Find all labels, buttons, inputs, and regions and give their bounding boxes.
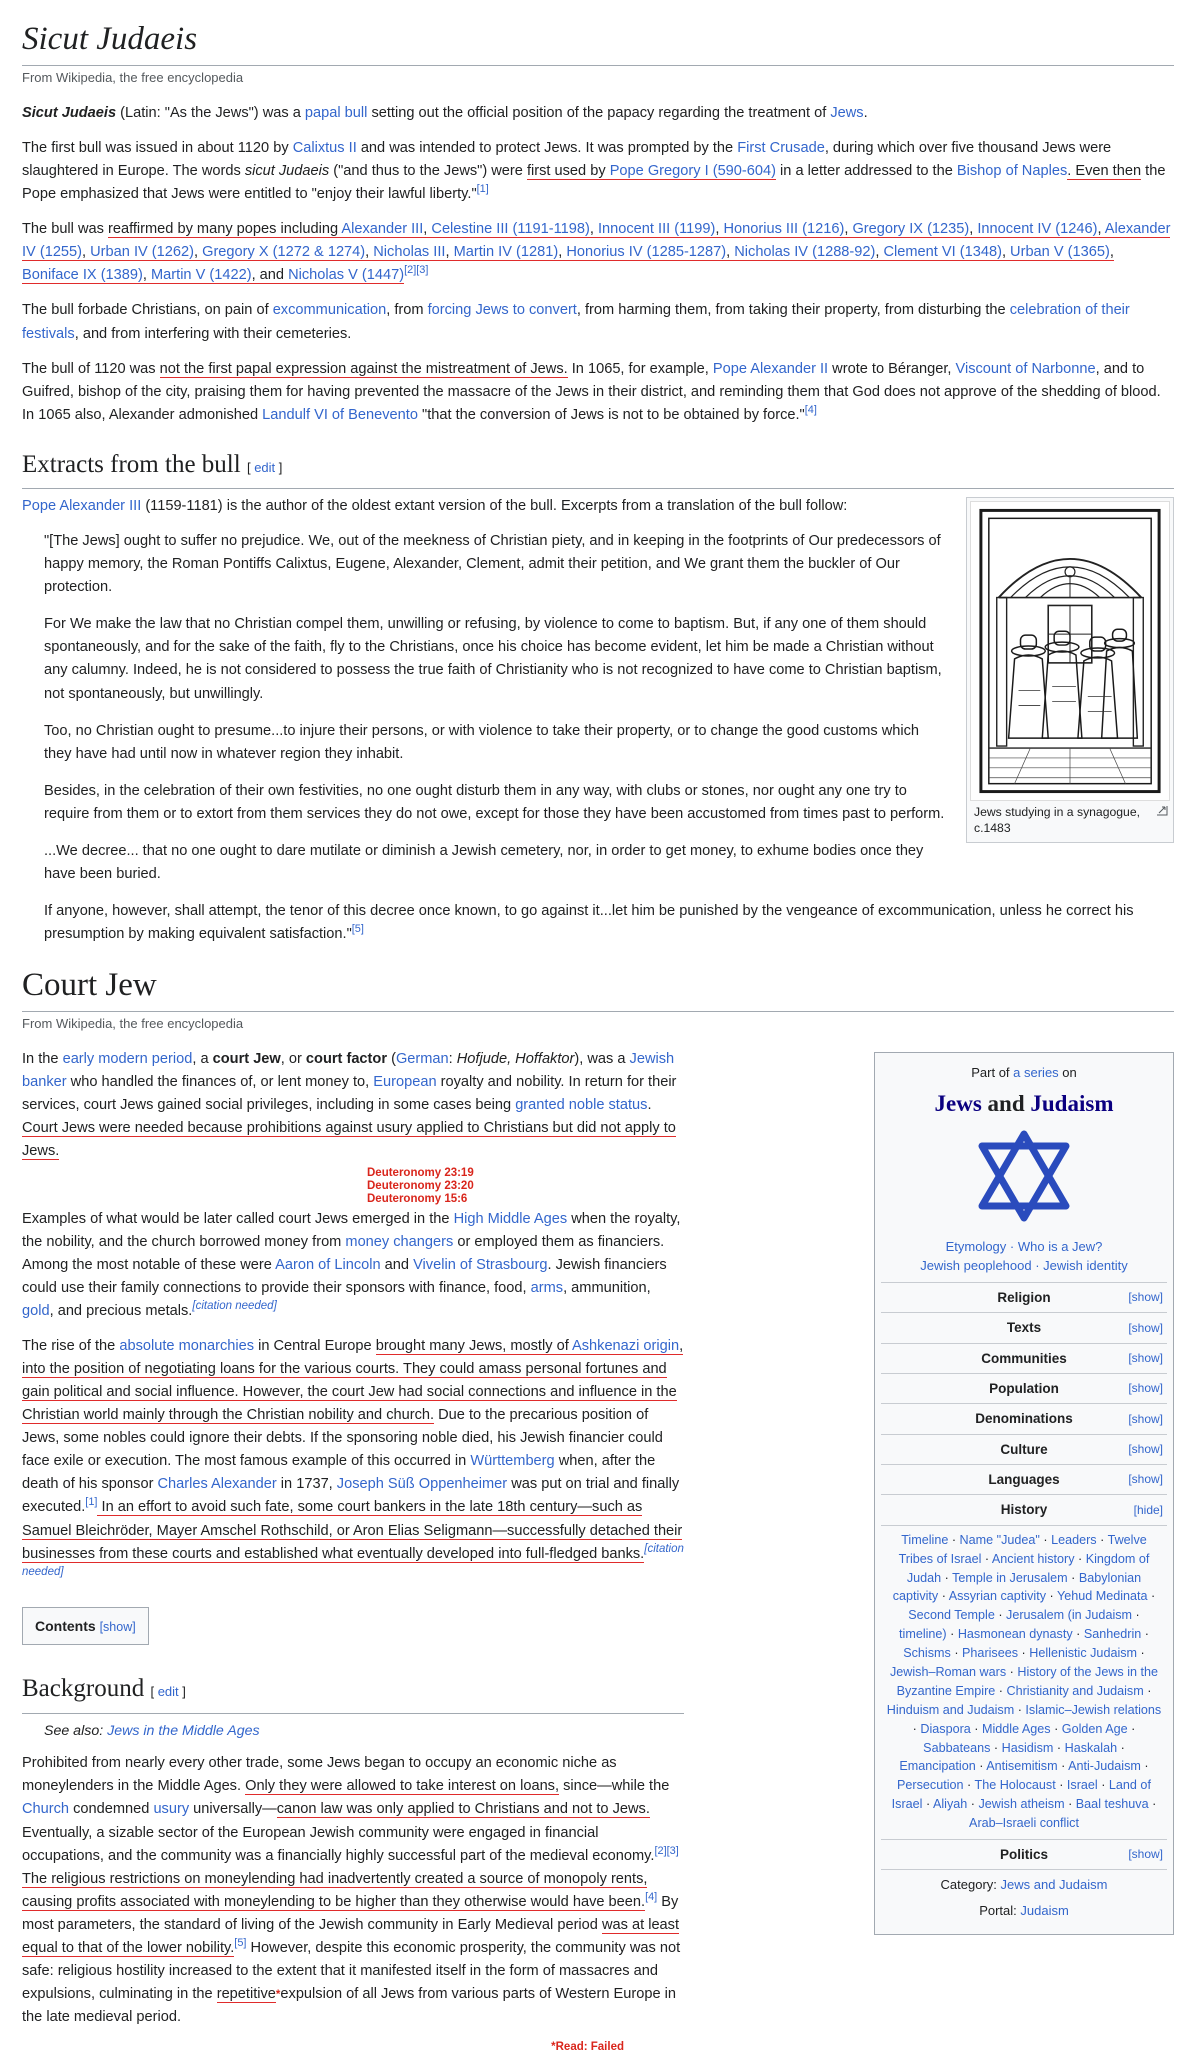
infobox-row-texts[interactable]: Texts [show]: [881, 1312, 1167, 1342]
infobox-row-politics[interactable]: Politics [show]: [881, 1839, 1167, 1869]
lead-paragraph-2: The first bull was issued in about 1120 by Calixtus II and was intended to protect Jews. It was prompted by the First Crusade, during which over five thousand Jews were slaughtered in Europe. The words sicut Judaeis ("and thus to the Jews") were first used by Pope Gregory I (590-604) in a letter addressed to the Bishop of Naples. Even then the Pope emphasized that Jews were entitled to "enjoy their lawful liberty."[1]: [22, 140, 1166, 203]
link-charles-alexander[interactable]: Charles Alexander: [157, 1476, 277, 1493]
reference-2-3-court-jew[interactable]: [2][3]: [654, 1844, 679, 1857]
infobox-history-link-38[interactable]: Baal teshuva: [1075, 1797, 1149, 1812]
link-jewish-banker[interactable]: Jewish banker: [22, 1051, 675, 1091]
infobox-portal: Portal: Judaism: [979, 1902, 1069, 1918]
infobox-history-link-13[interactable]: Hasmonean dynasty: [957, 1627, 1073, 1642]
quote-5: ...We decree... that no one ought to dare mutilate or diminish a Jewish cemetery, nor, in order to get money, to exhume bodies once they have been buried.: [44, 842, 924, 882]
reference-4[interactable]: [4]: [804, 403, 817, 416]
quote-6: If anyone, however, shall attempt, the tenor of this decree once known, to go against it...let him be punished by the vengeance of excommunication, unless he correct his presumption by making equivalent satisfaction."[5]: [44, 902, 1134, 942]
link-papal-bull[interactable]: papal bull: [304, 105, 368, 122]
annotation-star: *: [275, 1988, 281, 2001]
infobox-history-link-19[interactable]: History of the Jews in the Byzantine Empire: [896, 1665, 1159, 1698]
court-jew-paragraph-1: In the early modern period, a court Jew, or court factor (German: Hofjude, Hoffaktor), was a Jewish banker who handled the finances of, or lent money to, European royalty and nobility. In return for their services, court Jews gained social privileges, including in some cases being granted noble status. Court Jews were needed because prohibitions against usury applied to Christians but did not apply to Jews.: [22, 1051, 677, 1160]
infobox-history-link-26[interactable]: Sabbateans: [923, 1740, 991, 1755]
citation-needed-1[interactable]: [citation needed]: [192, 1300, 277, 1313]
link-pope-alexander-iii[interactable]: Pope Alexander III: [22, 498, 142, 515]
highlight-monopoly-rents: The religious restrictions on moneylending had inadvertently created a source of monopoly rents, causing profits associated with moneylending to be higher than they otherwise would have been.: [22, 1870, 648, 1910]
link-pope-celestine-1[interactable]: Celestine III (1191-1198): [431, 221, 590, 238]
link-joseph-suss-oppenheimer[interactable]: Joseph Süß Oppenheimer: [336, 1476, 508, 1493]
link-etymology[interactable]: Etymology: [945, 1239, 1007, 1255]
infobox-partof: Part of a series on: [971, 1065, 1077, 1081]
infobox-history-link-0[interactable]: Timeline: [901, 1532, 949, 1547]
contents-box[interactable]: Contents [show]: [22, 1607, 149, 1646]
infobox-history-link-10[interactable]: Second Temple: [908, 1608, 995, 1623]
infobox-history-link-4[interactable]: Ancient history: [991, 1551, 1075, 1566]
link-category-jews-and-judaism[interactable]: Jews and Judaism: [1000, 1877, 1108, 1893]
background-paragraph-1: Prohibited from nearly every other trade, some Jews began to occupy an economic niche as moneylenders in the Middle Ages. Only they were allowed to take interest on loans, since—while the Church condemned usury universally—canon law was only applied to Christians and not to Jews. Eventually, a sizable sector of the European Jewish community were engaged in financial occupations, and the community was a financially highly successful part of the medieval economy.[2][3] The religious restrictions on moneylending had inadvertently created a source of monopoly rents, causing profits associated with moneylending to be higher than they otherwise would have been.[4] By most parameters, the standard of living of the Jewish community in Early Medieval period was at least equal to that of the lower nobility.[5] However, despite this economic prosperity, the community was not safe: religious hostility increased to the extent that it manifested itself in the form of massacres and expulsions, culminating in the repetitive*expulsion of all Jews from various parts of Western Europe in the late medieval period.: [22, 1755, 681, 2025]
woodcut-illustration: [970, 501, 1170, 801]
extracts-intro: Pope Alexander III (1159-1181) is the author of the oldest extant version of the bull. Excerpts from a translation of the bull follow:: [22, 498, 848, 515]
highlight-not-first-papal: not the first papal expression against the mistreatment of Jews.: [159, 360, 568, 377]
link-pope-alexander-0[interactable]: Alexander III: [341, 221, 424, 238]
link-aaron-of-lincoln[interactable]: Aaron of Lincoln: [275, 1257, 381, 1274]
infobox-history-link-28[interactable]: Haskalah: [1064, 1740, 1118, 1755]
annotation-deuteronomy: Deuteronomy 23:19 Deuteronomy 23:20 Deuteronomy 15:6: [367, 1167, 474, 1206]
infobox-history-link-15[interactable]: Schisms: [903, 1646, 951, 1661]
edit-section-link-background: [ edit ]: [150, 1684, 186, 1700]
section-heading-background: Background [ edit ]: [22, 1669, 684, 1714]
link-gold[interactable]: gold: [22, 1303, 50, 1320]
link-wurttemberg[interactable]: Württemberg: [470, 1453, 555, 1470]
infobox-history-link-30[interactable]: Antisemitism: [986, 1759, 1058, 1774]
infobox-history-link-5[interactable]: Kingdom of Judah: [906, 1551, 1150, 1585]
link-viscount-of-narbonne[interactable]: Viscount of Narbonne: [955, 360, 1096, 377]
infobox-history-link-1[interactable]: Name "Judea": [959, 1532, 1040, 1547]
highlight-negotiating-loans: , into the position of negotiating loans for the various courts. They could amass personal fortunes and gain political and social influence. However, the court Jew had social connections and influence in the Christian world mainly through the Christian nobility and church.: [22, 1338, 684, 1424]
link-church[interactable]: Church: [22, 1801, 70, 1818]
infobox-history-link-33[interactable]: The Holocaust: [974, 1778, 1056, 1793]
link-jews[interactable]: Jews: [830, 105, 864, 122]
infobox-history-link-18[interactable]: Jewish–Roman wars: [889, 1665, 1007, 1679]
link-pope-urban-7[interactable]: Urban IV (1262): [90, 244, 194, 261]
infobox-category: Category: Jews and Judaism: [881, 1869, 1167, 1901]
reference-5-court-jew[interactable]: [5]: [234, 1936, 247, 1949]
infobox-title: Jews and Judaism: [934, 1090, 1114, 1116]
link-pope-martin-16[interactable]: Martin V (1422): [151, 267, 252, 284]
quote-2: For We make the law that no Christian compel them, unwilling or refusing, by violence to come to baptism. But, if any one of them should spontaneously, and for the sake of the faith, fly to the Christians, once his choice has become evident, let him be made a Christian without any calumny. Indeed, he is not considered to possess the true faith of Christianity who is not recognized to have come to Christian baptism, not spontaneously, but unwillingly.: [44, 616, 942, 702]
link-early-modern-period[interactable]: early modern period: [62, 1051, 193, 1068]
link-absolute-monarchies[interactable]: absolute monarchies: [119, 1338, 255, 1355]
star-of-david-logo: [881, 1128, 1167, 1231]
link-usury[interactable]: usury: [153, 1801, 190, 1818]
infobox-history-link-17[interactable]: Hellenistic Judaism: [1029, 1646, 1138, 1661]
term-sicut-judaeis: Sicut Judaeis: [22, 105, 117, 122]
highlight-usury-prohibitions: Court Jews were needed because prohibitions against usury applied to Christians but did not apply to Jews.: [22, 1120, 676, 1160]
link-bishop-of-naples[interactable]: Bishop of Naples: [956, 163, 1068, 180]
infobox-row-population[interactable]: Population [show]: [881, 1373, 1167, 1403]
court-jew-paragraph-3: The rise of the absolute monarchies in Central Europe brought many Jews, mostly of Ashkenazi origin, into the position of negotiating loans for the various courts. They could amass personal fortunes and gain political and social influence. However, the court Jew had social connections and influence in the Christian world mainly through the Christian nobility and church. Due to the precarious position of Jews, some nobles could ignore their debts. If the sponsoring noble died, his Jewish financier could face exile or execution. The most famous example of this occurred in Württemberg when, after the death of his sponsor Charles Alexander in 1737, Joseph Süß Oppenheimer was put on trial and finally executed.[1] In an effort to avoid such fate, some court bankers in the late 18th century—such as Samuel Bleichröder, Mayer Amschel Rothschild, or Aron Elias Seligmann—successfully detached their businesses from these courts and established what eventually developed into full-fledged banks.[citation needed]: [22, 1338, 684, 1578]
link-pope-honorius-11[interactable]: Honorius IV (1285-1287): [566, 244, 727, 261]
infobox-history-link-6[interactable]: Temple in Jerusalem: [952, 1570, 1068, 1585]
link-calixtus-ii[interactable]: Calixtus II: [292, 140, 357, 157]
infobox-history-link-31[interactable]: Anti-Judaism: [1068, 1759, 1141, 1774]
infobox-history-link-12[interactable]: timeline): [899, 1627, 947, 1642]
toggle-religion[interactable]: [show]: [1128, 1290, 1163, 1305]
infobox-history-link-20[interactable]: Christianity and Judaism: [1006, 1683, 1144, 1698]
link-pope-clement-13[interactable]: Clement VI (1348): [883, 244, 1002, 261]
link-pope-innocent-5[interactable]: Innocent IV (1246): [977, 221, 1098, 238]
see-also-note: See also: Jews in the Middle Ages: [44, 1722, 260, 1739]
court-jew-body: [22, 1048, 684, 2054]
link-pope-martin-10[interactable]: Martin IV (1281): [453, 244, 559, 261]
link-landulf-vi[interactable]: Landulf VI of Benevento: [262, 406, 418, 423]
edit-section-link-extracts: [ edit ]: [246, 459, 283, 475]
link-pope-alexander-6[interactable]: Alexander IV (1255): [22, 221, 1171, 261]
link-pope-urban-14[interactable]: Urban V (1365): [1010, 244, 1110, 261]
infobox-history-link-27[interactable]: Hasidism: [1001, 1740, 1054, 1755]
pope-list: Alexander III, Celestine III (1191-1198), Innocent III (1199), Honorius III (1216), Gregory IX (1235), Innocent IV (1246), Alexander IV (1255), Urban IV (1262), Gregory X (1272 & 1274), Nicholas III, Martin IV (1281), Honorius IV (1285-1287), Nicholas IV (1288-92), Clement VI (1348), Urban V (1365), Boniface IX (1389), Martin V (1422), and Nicholas V (1447): [22, 221, 1171, 284]
link-first-crusade[interactable]: First Crusade: [737, 140, 825, 157]
infobox-history-link-37[interactable]: Jewish atheism: [978, 1797, 1065, 1812]
link-ashkenazi-origin[interactable]: Ashkenazi origin: [572, 1338, 680, 1355]
link-pope-gregory-i[interactable]: Pope Gregory I (590-604): [609, 163, 776, 180]
section-heading-extracts: Extracts from the bull [ edit ]: [22, 445, 1174, 490]
highlight-interest-on-loans: Only they were allowed to take interest on loans,: [245, 1778, 560, 1795]
toggle-culture[interactable]: [show]: [1128, 1441, 1163, 1456]
toggle-history[interactable]: [hide]: [1133, 1502, 1163, 1517]
link-pope-honorius-3[interactable]: Honorius III (1216): [723, 221, 845, 238]
quote-1: "[The Jews] ought to suffer no prejudice. We, out of the meekness of Christian piety, and in keeping in the footprints of Our predecessors of happy memory, the Roman Pontiffs Calixtus, Eugene, Alexander, Clement, admit their petition, and We grant them the buckler of Our protection.: [44, 533, 941, 596]
highlight-court-bankers: In an effort to avoid such fate, some court bankers in the late 18th century—such as Samuel Bleichröder, Mayer Amschel Rothschild, or Aron Elias Seligmann—successfully detached their businesses from these courts and established what eventually developed into full-fledged banks.: [22, 1499, 683, 1562]
infobox-history-link-35[interactable]: Land of Israel: [891, 1778, 1151, 1812]
link-pope-boniface-15[interactable]: Boniface IX (1389): [22, 267, 143, 284]
infobox-row-communities[interactable]: Communities [show]: [881, 1343, 1167, 1373]
infobox-history-link-9[interactable]: Yehud Medinata: [1056, 1589, 1148, 1604]
link-pope-nicholas-12[interactable]: Nicholas IV (1288-92): [734, 244, 876, 261]
link-pope-innocent-2[interactable]: Innocent III (1199): [597, 221, 716, 238]
infobox-history-link-14[interactable]: Sanhedrin: [1083, 1627, 1142, 1642]
link-pope-alexander-ii[interactable]: Pope Alexander II: [712, 360, 829, 377]
highlight-first-used-by: first used by: [526, 163, 610, 180]
link-high-middle-ages[interactable]: High Middle Ages: [453, 1210, 568, 1227]
link-vivelin-of-strasbourg[interactable]: Vivelin of Strasbourg: [413, 1257, 548, 1274]
lead-paragraph-3: The bull was reaffirmed by many popes including Alexander III, Celestine III (1191-1198), Innocent III (1199), Honorius III (1216), Gregory IX (1235), Innocent IV (1246), Alexander IV (1255), Urban IV (1262), Gregory X (1272 & 1274), Nicholas III, Martin IV (1281), Honorius IV (1285-1287), Nicholas IV (1288-92), Clement VI (1348), Urban V (1365), Boniface IX (1389), Martin V (1422), and Nicholas V (1447)[2][3]: [22, 221, 1171, 284]
image-thumbnail-synagogue[interactable]: [966, 497, 1174, 843]
infobox-history-link-8[interactable]: Assyrian captivity: [948, 1589, 1047, 1604]
link-pope-gregory-4[interactable]: Gregory IX (1235): [852, 221, 970, 238]
infobox-history-link-25[interactable]: Golden Age: [1061, 1721, 1128, 1736]
infobox-history-link-7[interactable]: Babylonian captivity: [892, 1570, 1142, 1604]
link-pope-nicholas-9[interactable]: Nicholas III: [373, 244, 446, 261]
link-jewish-identity[interactable]: Jewish identity: [1043, 1258, 1128, 1274]
infobox-row-history[interactable]: History [hide]: [881, 1494, 1167, 1524]
infobox-history-link-3[interactable]: Twelve Tribes of Israel: [898, 1532, 1147, 1566]
link-a-series[interactable]: a series: [1013, 1065, 1059, 1081]
infobox-history-link-32[interactable]: Persecution: [897, 1778, 964, 1793]
toggle-denominations[interactable]: [show]: [1128, 1411, 1163, 1426]
quote-3: Too, no Christian ought to presume...to injure their persons, or with violence to take their property, or to change the good customs which they have had until now in whatever region they inhabit.: [44, 722, 920, 762]
reference-2-3[interactable]: [2][3]: [404, 264, 429, 277]
infobox-history-link-11[interactable]: Jerusalem (in Judaism: [1006, 1608, 1133, 1623]
link-celebration-of-festivals[interactable]: celebration of their festivals: [22, 302, 1130, 342]
toggle-population[interactable]: [show]: [1128, 1381, 1163, 1396]
link-pope-nicholas-17[interactable]: Nicholas V (1447): [288, 267, 405, 284]
infobox-row-religion[interactable]: Religion [show]: [881, 1282, 1167, 1312]
highlight-standard-of-living: was at least equal to that of the lower nobility.: [22, 1916, 680, 1956]
thumb-caption: Jews studying in a synagogue, c.1483: [970, 801, 1170, 839]
highlight-brought-many-jews: brought many Jews, mostly of: [375, 1338, 572, 1355]
toggle-contents[interactable]: [show]: [99, 1619, 136, 1634]
article-subtitle-2: From Wikipedia, the free encyclopedia: [22, 1015, 244, 1031]
infobox-history-link-24[interactable]: Middle Ages: [981, 1721, 1051, 1736]
page-title-court-jew: Court Jew: [22, 966, 1174, 1012]
infobox-history-link-23[interactable]: Diaspora: [920, 1721, 971, 1736]
infobox-history-link-34[interactable]: Israel: [1066, 1778, 1098, 1793]
reference-1[interactable]: [1]: [476, 183, 489, 196]
link-european[interactable]: European: [373, 1074, 437, 1091]
reference-4-court-jew[interactable]: [4]: [645, 1890, 658, 1903]
highlight-reaffirmed: reaffirmed by many popes including: [107, 221, 342, 238]
toggle-communities[interactable]: [show]: [1128, 1350, 1163, 1365]
infobox-history-link-36[interactable]: Aliyah: [932, 1797, 968, 1812]
annotation-read-failed: *Read: Failed: [551, 2040, 624, 2053]
link-portal-judaism[interactable]: Judaism: [1020, 1902, 1069, 1918]
reference-1-court-jew[interactable]: [1]: [85, 1496, 98, 1509]
toggle-languages[interactable]: [show]: [1128, 1472, 1163, 1487]
link-jews-in-the-middle-ages[interactable]: Jews in the Middle Ages: [107, 1722, 260, 1739]
infobox-history-link-2[interactable]: Leaders: [1051, 1532, 1097, 1547]
infobox-row-culture[interactable]: Culture [show]: [881, 1434, 1167, 1464]
infobox-top-links: Etymology · Who is a Jew? Jewish peoplehood · Jewish identity: [920, 1239, 1128, 1274]
link-granted-noble-status[interactable]: granted noble status: [515, 1097, 648, 1114]
citation-needed-2[interactable]: [citation needed]: [22, 1542, 684, 1578]
court-jew-paragraph-2: Examples of what would be later called court Jews emerged in the High Middle Ages when the royalty, the nobility, and the church borrowed money from money changers or employed them as financiers. Among the most notable of these were Aaron of Lincoln and Vivelin of Strasbourg. Jewish financiers could use their family connections to provide their sponsors with finance, food, arms, ammunition, gold, and precious metals.[citation needed]: [22, 1210, 681, 1320]
lead-paragraph-1: Sicut Judaeis (Latin: "As the Jews") was a papal bull setting out the official position of the papacy regarding the treatment of Jews.: [22, 105, 868, 122]
link-money-changers[interactable]: money changers: [345, 1233, 454, 1250]
link-arms[interactable]: arms: [530, 1280, 564, 1297]
highlight-even-then: . Even then: [1067, 163, 1142, 180]
infobox-history-link-22[interactable]: Islamic–Jewish relations: [1025, 1702, 1162, 1717]
reference-5[interactable]: [5]: [351, 923, 364, 936]
infobox-history-link-29[interactable]: Emancipation: [899, 1759, 976, 1774]
link-forcing-jews-to-convert[interactable]: forcing Jews to convert: [427, 302, 577, 319]
link-pope-gregory-8[interactable]: Gregory X (1272 & 1274): [202, 244, 366, 261]
link-jewish-peoplehood[interactable]: Jewish peoplehood: [920, 1258, 1032, 1274]
toggle-texts[interactable]: [show]: [1128, 1320, 1163, 1335]
page-title-sicut-judaeis: Sicut Judaeis: [22, 20, 1174, 66]
link-who-is-a-jew[interactable]: Who is a Jew?: [1017, 1239, 1103, 1255]
highlight-canon-law: canon law was only applied to Christians and not to Jews.: [276, 1801, 650, 1818]
article-subtitle-1: From Wikipedia, the free encyclopedia: [22, 69, 244, 85]
expand-icon[interactable]: [1156, 805, 1168, 816]
highlight-repetitive: repetitive: [216, 1985, 276, 2002]
toggle-politics[interactable]: [show]: [1128, 1847, 1163, 1862]
lead-paragraph-5: The bull of 1120 was not the first papal expression against the mistreatment of Jews. In 1065, for example, Pope Alexander II wrote to Béranger, Viscount of Narbonne, and to Guifred, bishop of the city, praising them for having prevented the massacre of the Jews in their district, and reminding them that God does not approve of the shedding of blood. In 1065 also, Alexander admonished Landulf VI of Benevento "that the conversion of Jews is not to be obtained by force."[4]: [22, 360, 1161, 423]
infobox-row-denominations[interactable]: Denominations [show]: [881, 1403, 1167, 1433]
link-german[interactable]: German: [395, 1051, 449, 1068]
infobox-history-link-16[interactable]: Pharisees: [962, 1646, 1019, 1661]
lead-paragraph-4: The bull forbade Christians, on pain of excommunication, from forcing Jews to convert, from harming them, from taking their property, from disturbing the celebration of their festivals, and from interfering with their cemeteries.: [22, 302, 1130, 342]
infobox-history-link-21[interactable]: Hinduism and Judaism: [886, 1702, 1015, 1717]
infobox-row-languages[interactable]: Languages [show]: [881, 1464, 1167, 1494]
infobox-history-link-39[interactable]: Arab–Israeli conflict: [969, 1816, 1079, 1831]
quote-4: Besides, in the celebration of their own festivities, no one ought disturb them in any way, with clubs or stones, nor ought any one try to require from them or to extort from them services they do not owe, except for those they have been accustomed from times past to perform.: [44, 782, 945, 822]
infobox-history-items: Timeline · Name "Judea" · Leaders · Twelve Tribes of Israel · Ancient history · Kingdom of Judah · Temple in Jerusalem · Babylonian captivity · Assyrian captivity · Yehud Medinata · Second Temple · Jerusalem (in Judaism · timeline) · Hasmonean dynasty · Sanhedrin · Schisms · Pharisees · Hellenistic Judaism · Jewish–Roman wars · History of the Jews in the Byzantine Empire · Christianity and Judaism · Hinduism and Judaism · Islamic–Jewish relations · Diaspora · Middle Ages · Golden Age · Sabbateans · Hasidism · Haskalah · Emancipation · Antisemitism · Anti-Judaism · Persecution · The Holocaust · Israel · Land of Israel · Aliyah · Jewish atheism · Baal teshuva · Arab–Israeli conflict: [881, 1525, 1167, 1839]
link-excommunication[interactable]: excommunication: [272, 302, 387, 319]
infobox-jews-and-judaism: [874, 1052, 1174, 1935]
